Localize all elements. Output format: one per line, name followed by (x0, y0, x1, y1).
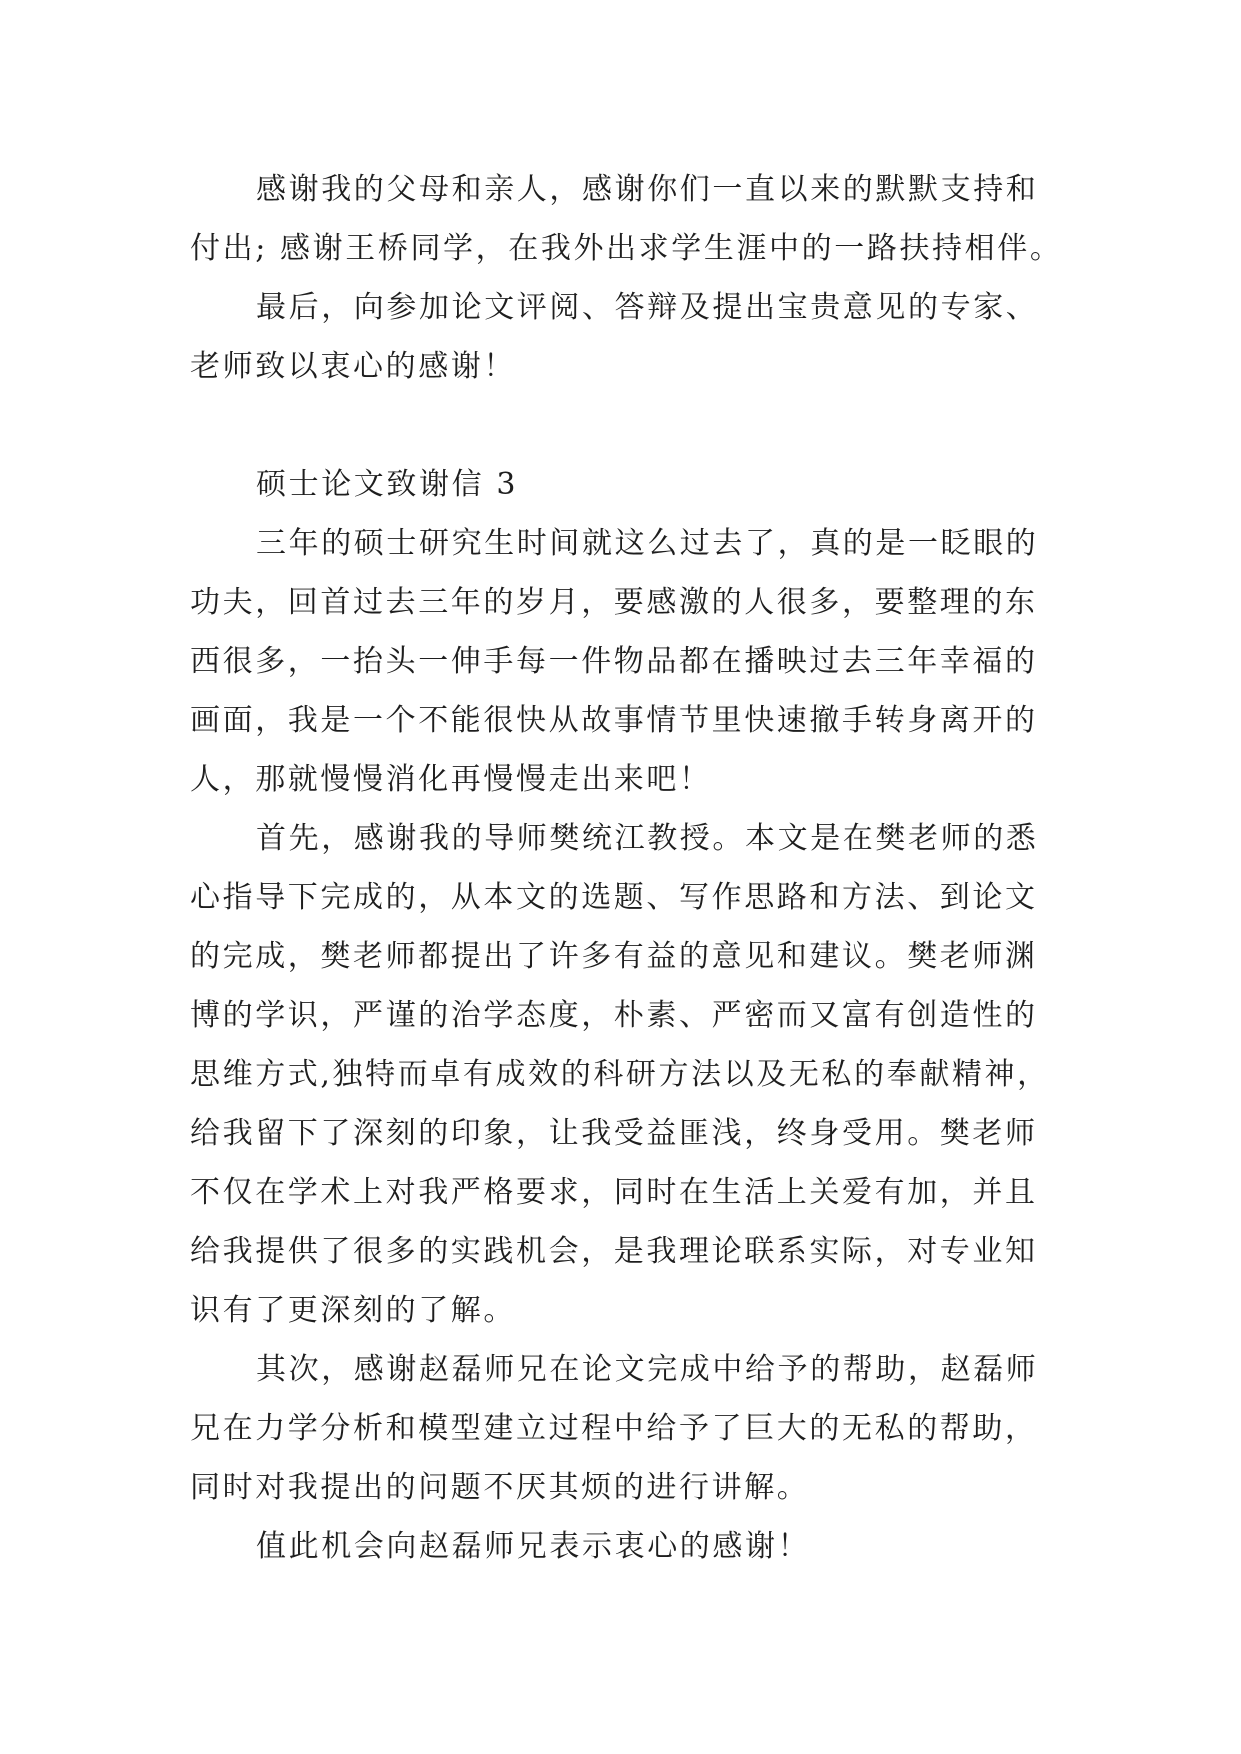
section-heading: 硕士论文致谢信 3 (256, 467, 519, 502)
paragraph-line: 付出; 感谢王桥同学，在我外出求学生涯中的一路扶持相伴。 (190, 231, 1063, 266)
paragraph-line: 西很多，一抬头一伸手每一件物品都在播映过去三年幸福的 (190, 644, 1038, 679)
paragraph-line: 最后，向参加论文评阅、答辩及提出宝贵意见的专家、 (256, 290, 1039, 325)
paragraph-line: 兄在力学分析和模型建立过程中给予了巨大的无私的帮助， (190, 1411, 1038, 1446)
paragraph-line: 人，那就慢慢消化再慢慢走出来吧！ (190, 762, 712, 797)
paragraph-line: 博的学识，严谨的治学态度，朴素、严密而又富有创造性的 (190, 998, 1038, 1033)
paragraph-line: 值此机会向赵磊师兄表示衷心的感谢！ (256, 1529, 811, 1564)
paragraph-line: 心指导下完成的，从本文的选题、写作思路和方法、到论文 (190, 880, 1038, 915)
paragraph-line: 识有了更深刻的了解。 (190, 1293, 516, 1328)
paragraph-line: 同时对我提出的问题不厌其烦的进行讲解。 (190, 1470, 810, 1505)
paragraph-line: 的完成，樊老师都提出了许多有益的意见和建议。樊老师渊 (190, 939, 1038, 974)
paragraph-line: 画面，我是一个不能很快从故事情节里快速撤手转身离开的 (190, 703, 1038, 738)
paragraph-line: 思维方式,独特而卓有成效的科研方法以及无私的奉献精神， (190, 1057, 1050, 1092)
paragraph-line: 老师致以衷心的感谢！ (190, 349, 516, 384)
section-spacer (190, 396, 1060, 455)
paragraph-line: 给我留下了深刻的印象，让我受益匪浅，终身受用。樊老师 (190, 1116, 1038, 1151)
paragraph-line: 功夫，回首过去三年的岁月，要感激的人很多，要整理的东 (190, 585, 1038, 620)
paragraph-line: 其次，感谢赵磊师兄在论文完成中给予的帮助，赵磊师 (256, 1352, 1039, 1387)
paragraph-line: 首先，感谢我的导师樊统江教授。本文是在樊老师的悉 (256, 821, 1039, 856)
paragraph-line: 不仅在学术上对我严格要求，同时在生活上关爱有加，并且 (190, 1175, 1038, 1210)
paragraph-line: 三年的硕士研究生时间就这么过去了，真的是一眨眼的 (256, 526, 1039, 561)
document-body (190, 160, 1063, 1576)
paragraph-line: 给我提供了很多的实践机会，是我理论联系实际，对专业知 (190, 1234, 1038, 1269)
paragraph-line: 感谢我的父母和亲人，感谢你们一直以来的默默支持和 (256, 172, 1039, 207)
